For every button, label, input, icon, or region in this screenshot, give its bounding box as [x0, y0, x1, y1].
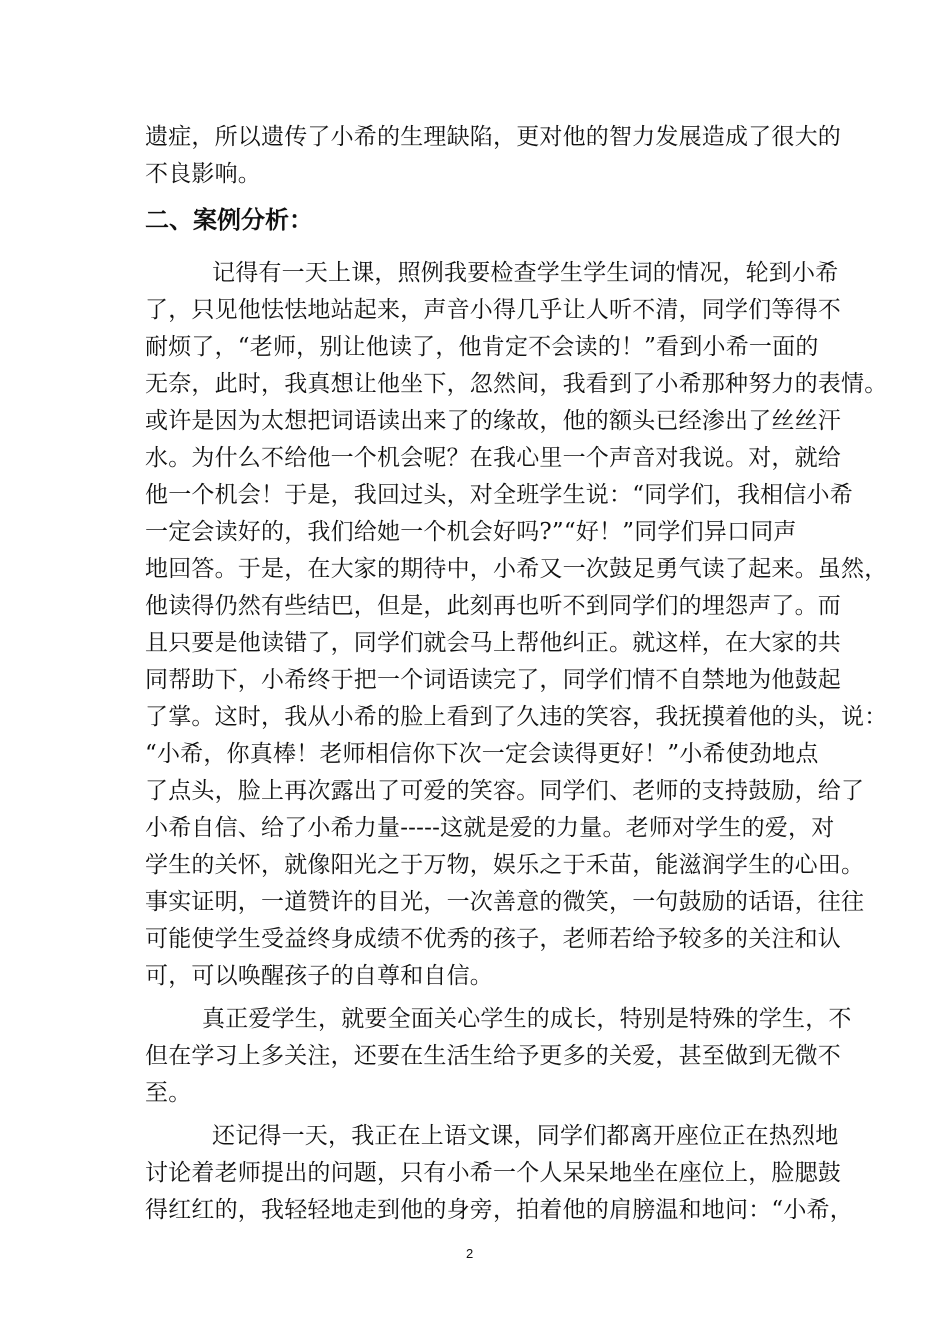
- paragraph3-line-1: 还记得一天，我正在上语文课，同学们都离开座位正在热烈地: [212, 1123, 839, 1149]
- paragraph1-line-6: 水。为什么不给他一个机会呢？在我心里一个声音对我说。对，就给: [145, 445, 841, 471]
- paragraph1-line-4: 无奈，此时，我真想让他坐下，忽然间，我看到了小希那种努力的表情。: [145, 371, 888, 397]
- paragraph1-line-12: 同帮助下，小希终于把一个词语读完了，同学们情不自禁地为他鼓起: [145, 667, 841, 693]
- intro-line-2: 不良影响。: [145, 161, 261, 187]
- paragraph1-line-1: 记得有一天上课，照例我要检查学生学生词的情况，轮到小希: [212, 260, 839, 286]
- paragraph1-line-15: 了点头，脸上再次露出了可爱的笑容。同学们、老师的支持鼓励，给了: [145, 778, 865, 804]
- paragraph1-line-2: 了，只见他怯怯地站起来，声音小得几乎让人听不清，同学们等得不: [145, 297, 841, 323]
- paragraph2-line-3: 至。: [145, 1080, 192, 1106]
- paragraph1-line-16: 小希自信、给了小希力量-----这就是爱的力量。老师对学生的爱，对: [145, 815, 835, 841]
- paragraph3-line-3: 得红红的，我轻轻地走到他的身旁，拍着他的肩膀温和地问：“小希，: [145, 1197, 853, 1223]
- paragraph1-line-14: “小希，你真棒！老师相信你下次一定会读得更好！”小希使劲地点: [145, 741, 819, 767]
- paragraph1-line-11: 且只要是他读错了，同学们就会马上帮他纠正。就这样，在大家的共: [145, 630, 841, 656]
- paragraph2-line-2: 但在学习上多关注，还要在生活生给予更多的关爱，甚至做到无微不: [145, 1043, 841, 1069]
- paragraph1-line-7: 他一个机会！于是，我回过头，对全班学生说：“同学们，我相信小希: [145, 482, 853, 508]
- paragraph1-line-10: 他读得仍然有些结巴，但是，此刻再也听不到同学们的埋怨声了。而: [145, 593, 841, 619]
- paragraph1-line-8: 一定会读好的，我们给她一个机会好吗?”“好！”同学们异口同声: [145, 519, 797, 545]
- paragraph1-line-18: 事实证明，一道赞许的目光，一次善意的微笑，一句鼓励的话语，往往: [145, 889, 865, 915]
- paragraph1-line-19: 可能使学生受益终身成绩不优秀的孩子，老师若给予较多的关注和认: [145, 926, 841, 952]
- section-heading: 二、案例分析：: [145, 206, 313, 234]
- paragraph1-line-17: 学生的关怀，就像阳光之于万物，娱乐之于禾苗，能滋润学生的心田。: [145, 852, 865, 878]
- paragraph3-line-2: 讨论着老师提出的问题，只有小希一个人呆呆地坐在座位上，脸腮鼓: [145, 1160, 841, 1186]
- intro-line-1: 遗症，所以遗传了小希的生理缺陷，更对他的智力发展造成了很大的: [145, 124, 841, 150]
- paragraph2-line-1: 真正爱学生，就要全面关心学生的成长，特别是特殊的学生，不: [202, 1006, 852, 1032]
- paragraph1-line-5: 或许是因为太想把词语读出来了的缘故，他的额头已经渗出了丝丝汗: [145, 408, 841, 434]
- paragraph1-line-3: 耐烦了，“老师，别让他读了，他肯定不会读的！”看到小希一面的: [145, 334, 819, 360]
- paragraph1-line-13: 了掌。这时，我从小希的脸上看到了久违的笑容，我抚摸着他的头，说：: [145, 704, 888, 730]
- paragraph1-line-20: 可，可以唤醒孩子的自尊和自信。: [145, 963, 493, 989]
- page-number: 2: [466, 1246, 474, 1261]
- paragraph1-line-9: 地回答。于是，在大家的期待中，小希又一次鼓足勇气读了起来。虽然，: [145, 556, 888, 582]
